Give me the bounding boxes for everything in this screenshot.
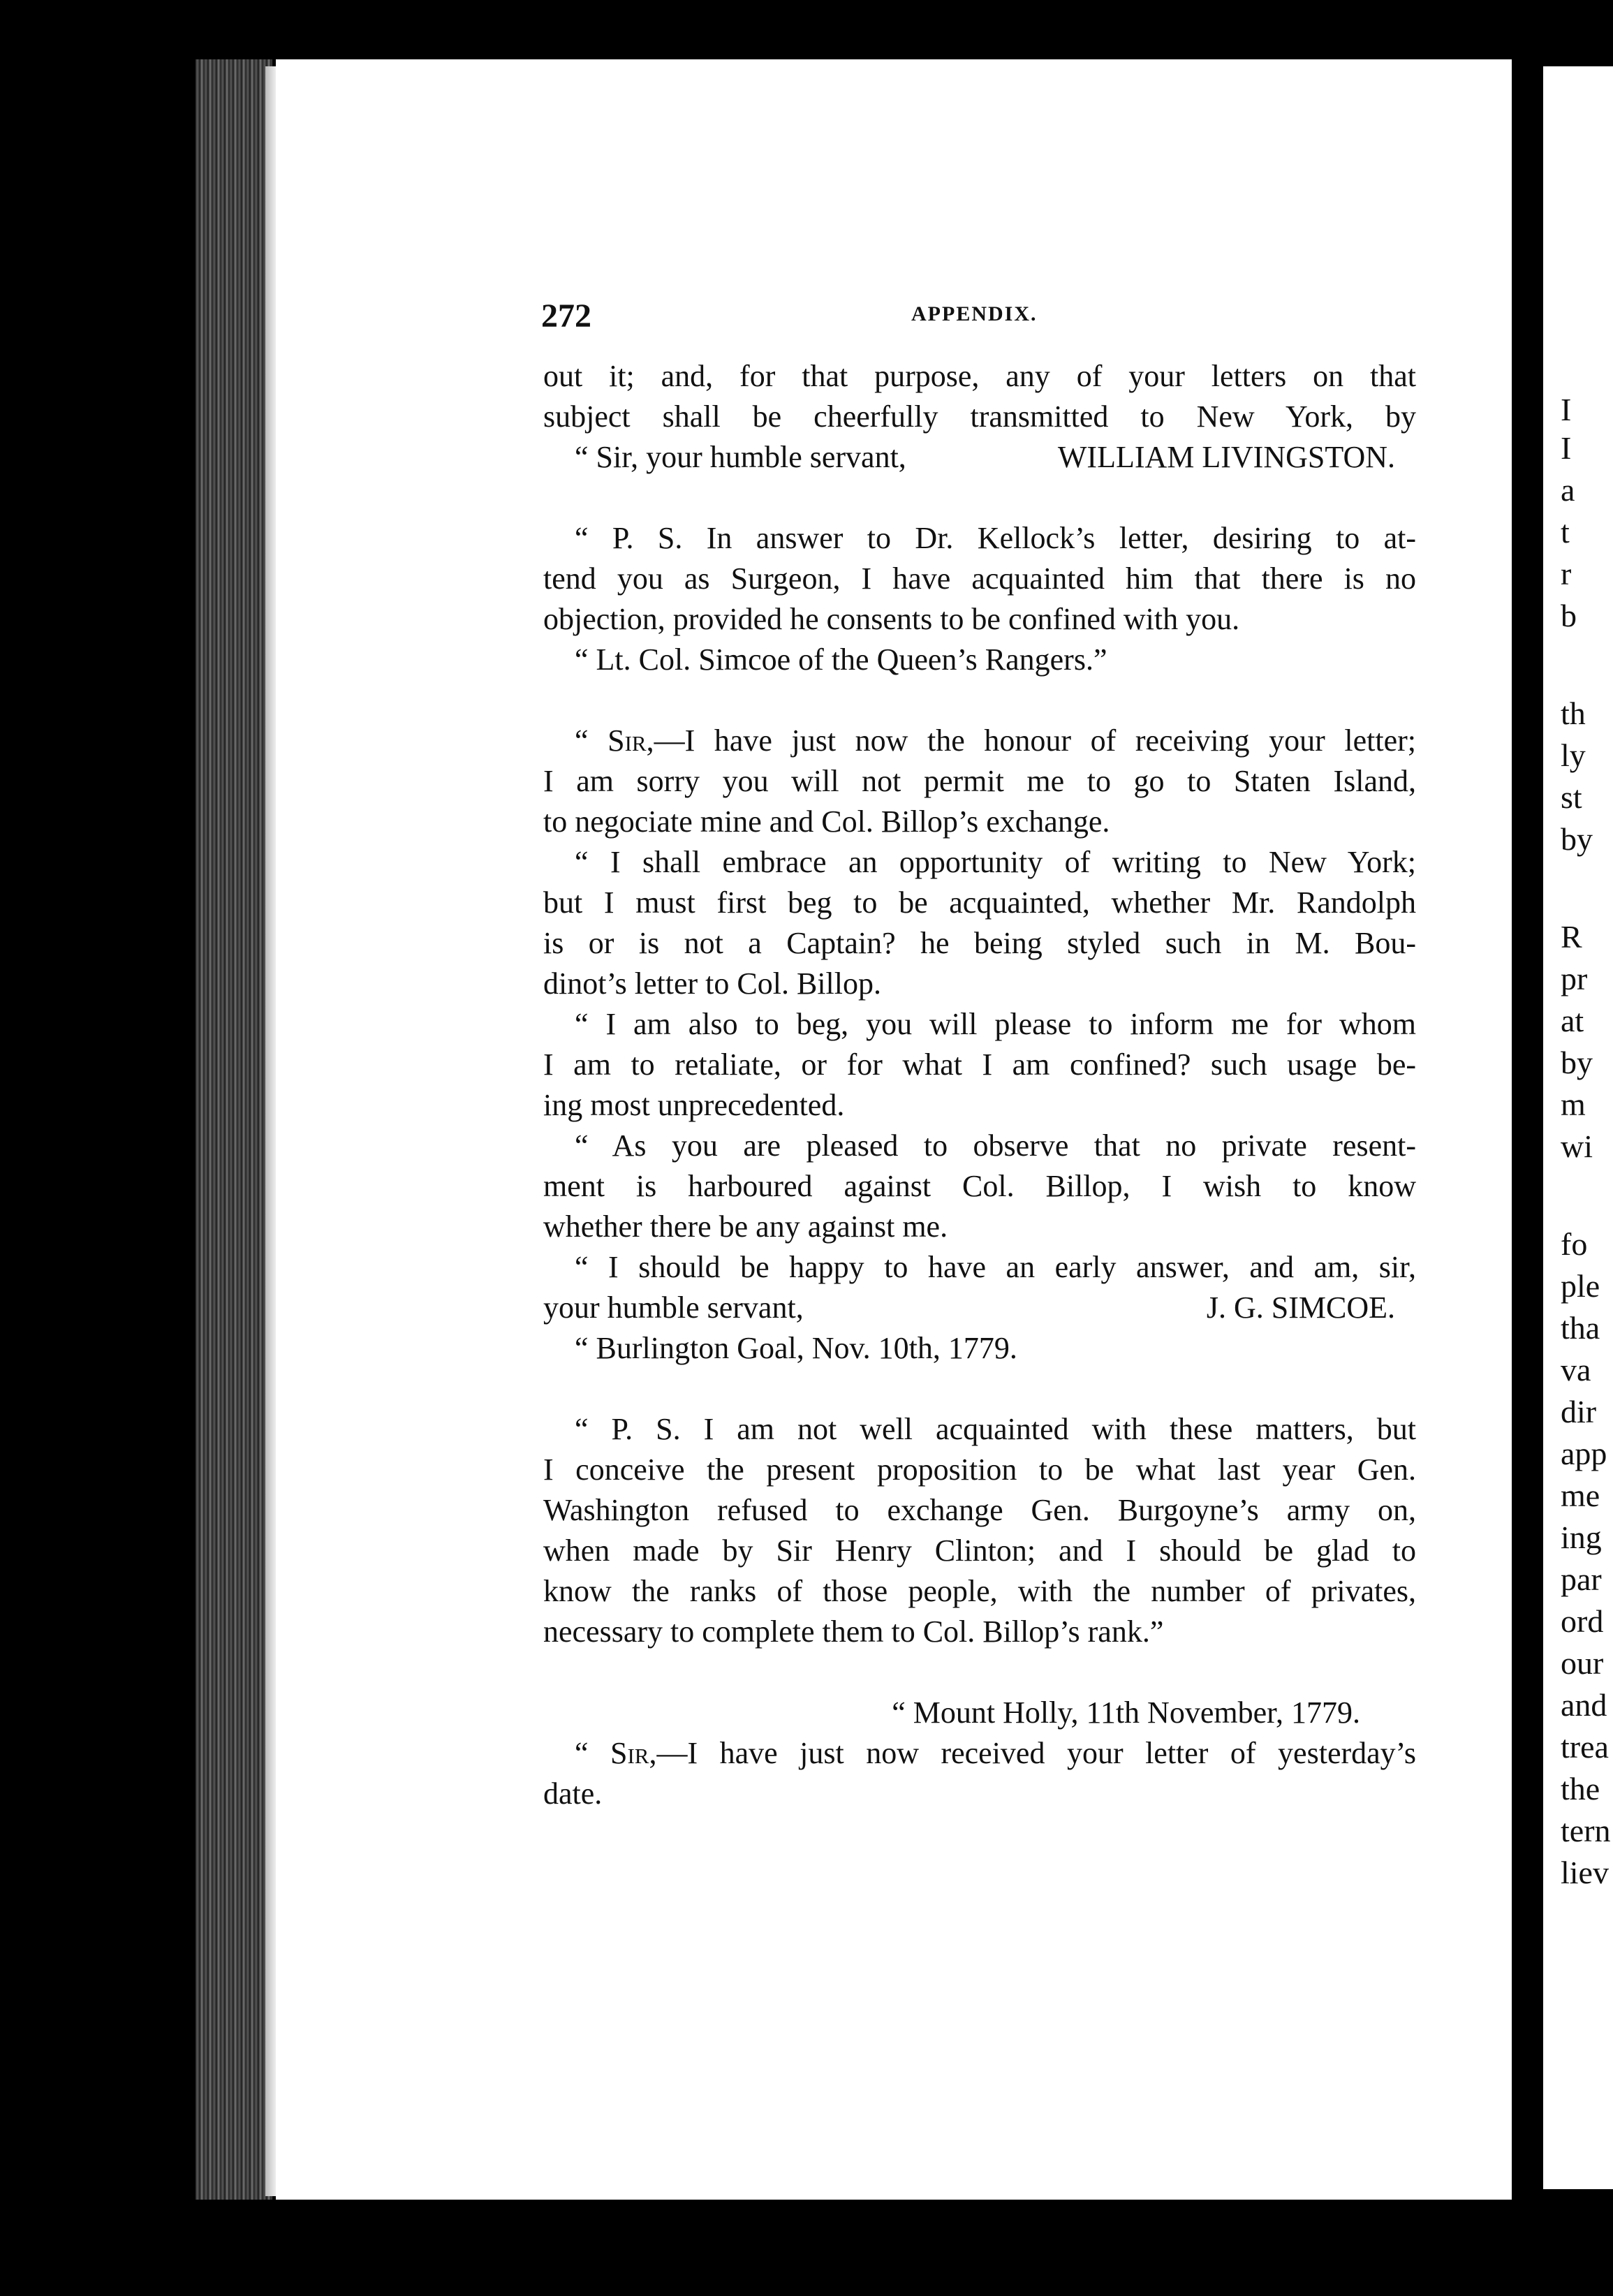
facing-line: the	[1561, 1771, 1600, 1806]
facing-line: m	[1561, 1087, 1586, 1122]
facing-line: by	[1561, 821, 1593, 857]
text-line: date.	[543, 1776, 603, 1811]
line-text: ,—I have just now received your letter of yesterday’s	[649, 1736, 1416, 1770]
facing-line: va	[1561, 1352, 1591, 1388]
text-line: necessary to complete them to Col. Billop’s rank.”	[543, 1614, 1164, 1649]
facing-line: R	[1561, 919, 1582, 955]
facing-line: ord	[1561, 1603, 1604, 1639]
text-line: I am sorry you will not permit me to go to Staten Island,	[543, 764, 1416, 798]
text-line: when made by Sir Henry Clinton; and I should be glad to	[543, 1533, 1416, 1568]
text-line: objection, provided he consents to be confined with you.	[543, 602, 1240, 636]
text-line: I conceive the present proposition to be what last year Gen.	[543, 1452, 1416, 1487]
text-line: “ I am also to beg, you will please to inform me for whom	[575, 1007, 1416, 1041]
signature-line	[543, 437, 1416, 478]
text-line: know the ranks of those people, with the number of privates,	[543, 1574, 1416, 1608]
facing-line: wi	[1561, 1128, 1593, 1164]
facing-line: t	[1561, 514, 1570, 550]
facing-line: tha	[1561, 1310, 1600, 1346]
text-line: but I must first beg to be acquainted, whether Mr. Randolph	[543, 885, 1416, 920]
facing-line: and	[1561, 1687, 1607, 1723]
facing-line: fo	[1561, 1226, 1588, 1262]
text-line: ment is harboured against Col. Billop, I wish to know	[543, 1169, 1416, 1203]
facing-line: app	[1561, 1436, 1607, 1471]
text-line: ing most unprecedented.	[543, 1088, 845, 1122]
facing-line: at	[1561, 1003, 1584, 1038]
salutation: Sir	[610, 1736, 649, 1770]
closing: “ Sir, your humble servant,	[575, 440, 906, 474]
text-line: “ I should be happy to have an early answer, and am, sir,	[575, 1250, 1416, 1284]
facing-line: ly	[1561, 737, 1586, 773]
text-line: dinot’s letter to Col. Billop.	[543, 966, 881, 1001]
facing-line: th	[1561, 696, 1586, 731]
dateline: “ Mount Holly, 11th November, 1779.	[892, 1695, 1360, 1730]
page-number: 272	[541, 297, 591, 334]
facing-line: st	[1561, 779, 1582, 815]
closing: your humble servant,	[543, 1290, 804, 1325]
text-line: “ I shall embrace an opportunity of writing to New York;	[575, 845, 1416, 879]
facing-line: me	[1561, 1478, 1600, 1513]
facing-line: a	[1561, 472, 1575, 508]
facing-line: r	[1561, 556, 1572, 591]
quote-mark: “	[575, 723, 608, 758]
running-title: APPENDIX.	[911, 302, 1038, 325]
facing-line: by	[1561, 1045, 1593, 1080]
facing-line: I	[1561, 392, 1572, 427]
dateline: “ Burlington Goal, Nov. 10th, 1779.	[575, 1331, 1017, 1365]
text-line: I am to retaliate, or for what I am confined? such usage be-	[543, 1047, 1416, 1082]
text-line: Washington refused to exchange Gen. Burgoyne’s army on,	[543, 1493, 1416, 1527]
text-line: out it; and, for that purpose, any of your letters on that	[543, 359, 1416, 393]
facing-line: pr	[1561, 961, 1588, 996]
text-line: whether there be any against me.	[543, 1209, 948, 1244]
body-text	[543, 356, 1416, 1814]
signature-line	[543, 1288, 1416, 1328]
text-line: is or is not a Captain? he being styled such in M. Bou-	[543, 926, 1416, 960]
text-line: to negociate mine and Col. Billop’s exchange.	[543, 804, 1110, 839]
salutation: Sir	[607, 723, 647, 758]
signature-livingston: WILLIAM LIVINGSTON.	[1057, 440, 1395, 474]
text-line	[543, 1733, 1416, 1774]
text-line: “ P. S. In answer to Dr. Kellock’s letter, desiring to at-	[575, 521, 1416, 555]
facing-line: par	[1561, 1561, 1602, 1597]
quote-mark: “	[575, 1736, 611, 1770]
facing-line: I	[1561, 430, 1572, 466]
text-line: “ Lt. Col. Simcoe of the Queen’s Rangers.”	[575, 642, 1107, 677]
facing-line: liev	[1561, 1855, 1609, 1890]
text-line: “ P. S. I am not well acquainted with these matters, but	[575, 1412, 1416, 1446]
page-header	[541, 297, 1421, 339]
facing-line: ple	[1561, 1268, 1600, 1304]
text-line	[543, 721, 1416, 761]
text-line: “ As you are pleased to observe that no private resent-	[575, 1128, 1416, 1163]
page-divider	[1512, 59, 1543, 2200]
facing-line: dir	[1561, 1394, 1597, 1429]
signature-simcoe: J. G. SIMCOE.	[1206, 1290, 1395, 1325]
facing-line: ing	[1561, 1519, 1602, 1555]
facing-line: our	[1561, 1645, 1604, 1681]
facing-line: tern	[1561, 1813, 1611, 1848]
line-text: ,—I have just now the honour of receiving your letter;	[646, 723, 1416, 758]
book-spine-shadow	[196, 59, 272, 2200]
facing-line: b	[1561, 598, 1577, 633]
text-line: tend you as Surgeon, I have acquainted him that there is no	[543, 561, 1416, 596]
text-line: subject shall be cheerfully transmitted to New York, by	[543, 399, 1416, 434]
facing-line: trea	[1561, 1729, 1609, 1765]
facing-page-fragment	[1543, 66, 1613, 2189]
